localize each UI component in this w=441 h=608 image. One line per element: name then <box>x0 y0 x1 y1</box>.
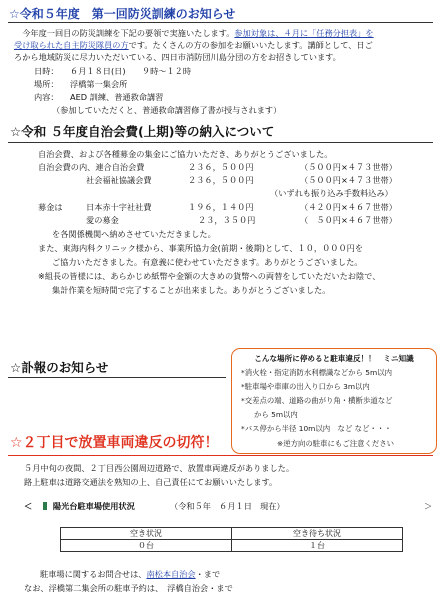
donation-row-calc: （４２０円×４６７世帯） <box>300 202 397 212</box>
donation-row-amount: １９６，１４０円 <box>188 202 254 212</box>
parking-violation-tips-box <box>231 348 437 454</box>
fee-row-amount: ２３６，５００円 <box>188 175 254 185</box>
parking-paragraph: ５月中旬の夜間、２丁目西公園周辺道路で、放置車両違反がありました。 <box>24 463 295 473</box>
tip-line: *消火栓・指定消防水利標識などから 5m以内 <box>241 368 392 377</box>
lot-date: （令和５年 ６月１日 現在） <box>170 501 285 511</box>
tip-line: *バス停から半径 10m以内 など など・・・ <box>241 424 392 433</box>
lot-title: ＜ 陽光台駐車場使用状況 <box>24 501 135 511</box>
drill-paragraph-line1: 今年度一回目の防災訓練を下記の要領で実施いたします。参加対象は、４月に「任務分担表」を <box>14 28 374 38</box>
fees-paragraph: ご協力いただきました。有意義に使わせていただきます。ありがとうございました。 <box>52 257 363 267</box>
tip-line: *交差点の端、道路の曲がり角・横断歩道など <box>241 396 393 405</box>
drill-heading: ☆令和５年度 第一回防災訓練のお知らせ <box>9 7 236 21</box>
tip-line: ※逆方向の駐車にもご注意ください <box>277 439 395 448</box>
fee-row-label: 社会福祉協議会費 <box>86 175 152 185</box>
divider <box>8 455 433 456</box>
drill-place-label: 場所： <box>34 79 59 89</box>
drill-content-label: 内容： <box>34 92 59 102</box>
drill-paragraph-line3: ろから地域防災に尽力いただいている、四日市消防団川島分団の方をお招きしています。 <box>14 52 341 62</box>
divider <box>8 22 433 23</box>
fee-row-label: 自治会費の内、連合自治会費 <box>38 162 145 172</box>
drill-content-value: AED 訓練、普通救命講習 <box>70 92 164 102</box>
chevron-right-icon: ＞ <box>424 501 433 511</box>
lot-footer-line1: 駐車場に関するお問合せは、南松本自治会・まで <box>40 569 221 579</box>
donation-label: 募金は <box>38 202 63 212</box>
table-value-cell: １台 <box>232 540 403 552</box>
bullet-icon <box>43 502 47 510</box>
table-value-cell: ０台 <box>61 540 232 552</box>
lot-footer-line2: なお、浮橋第二集会所の駐車予約は、 浮橋自治会・まで <box>24 583 233 593</box>
donation-row-amount: ２３，３５０円 <box>198 215 256 225</box>
fees-heading: ☆令和 ５年度自治会費(上期)等の納入について <box>10 124 275 139</box>
parking-violation-heading: ☆２丁目で放置車両違反の切符！ <box>10 435 219 451</box>
donation-row-label: 日本赤十字社社費 <box>86 202 152 212</box>
fee-row-calc: （５００円×４７３世帯） <box>300 162 397 172</box>
lot-status-table <box>60 527 403 552</box>
parking-paragraph: 路上駐車は道路交通法を熟知の上、自己責任にてお願いいたします。 <box>24 477 278 487</box>
chevron-left-icon: ＜ <box>24 501 33 511</box>
drill-note: （参加していただくと、普通救命講習修了書が授与されます） <box>52 105 282 115</box>
donation-row-calc: （ ５０円×４６７世帯） <box>300 215 397 225</box>
donation-row-label: 愛の募金 <box>86 215 119 225</box>
obituary-heading: ☆訃報のお知らせ <box>10 360 109 375</box>
tip-line: *駐車場や車庫の出入り口から 3m以内 <box>241 382 370 391</box>
divider <box>8 142 433 143</box>
tip-line: から 5m以内 <box>254 410 298 419</box>
divider <box>8 377 226 378</box>
fee-note: （いずれも振り込み手数料込み） <box>270 188 393 198</box>
contact-link[interactable]: 南松本自治会 <box>146 569 196 579</box>
fee-row-calc: （５００円×４７３世帯） <box>300 175 397 185</box>
fees-paragraph: また、東海内科クリニック様から、事業所協力金(前期・後期)として、１０，０００円を <box>38 243 364 253</box>
table-header-cell: 空き待ち状況 <box>232 528 403 540</box>
table-header-cell: 空き状況 <box>61 528 232 540</box>
drill-date-label: 日時： <box>34 66 59 76</box>
drill-place-value: 浮橋第一集会所 <box>70 79 128 89</box>
drill-paragraph-line2: 受け取られた自主防災隊員の方です。たくさんの方の参加をお願いいたします。講師として、日ご <box>14 40 373 50</box>
fees-paragraph: を各関係機関へ納めさせていただきました。 <box>52 229 216 239</box>
drill-date-value: ６月１８日(日) ９時～１２時 <box>70 66 192 76</box>
fee-row-amount: ２３６，５００円 <box>188 162 254 172</box>
fees-intro: 自治会費、および各種募金の集金にご協力いただき、ありがとうございました。 <box>38 149 333 159</box>
tips-title: こんな場所に停めると駐車違反！！ ミニ知識 <box>254 354 414 363</box>
fees-paragraph: 集計作業を短時間で完了することが出来ました。ありがとうございました。 <box>52 285 331 295</box>
fees-paragraph: ※組長の皆様には、あらかじめ紙幣や金額の大きめの貨幣への両替をしていただいたお陰で、 <box>38 271 381 281</box>
